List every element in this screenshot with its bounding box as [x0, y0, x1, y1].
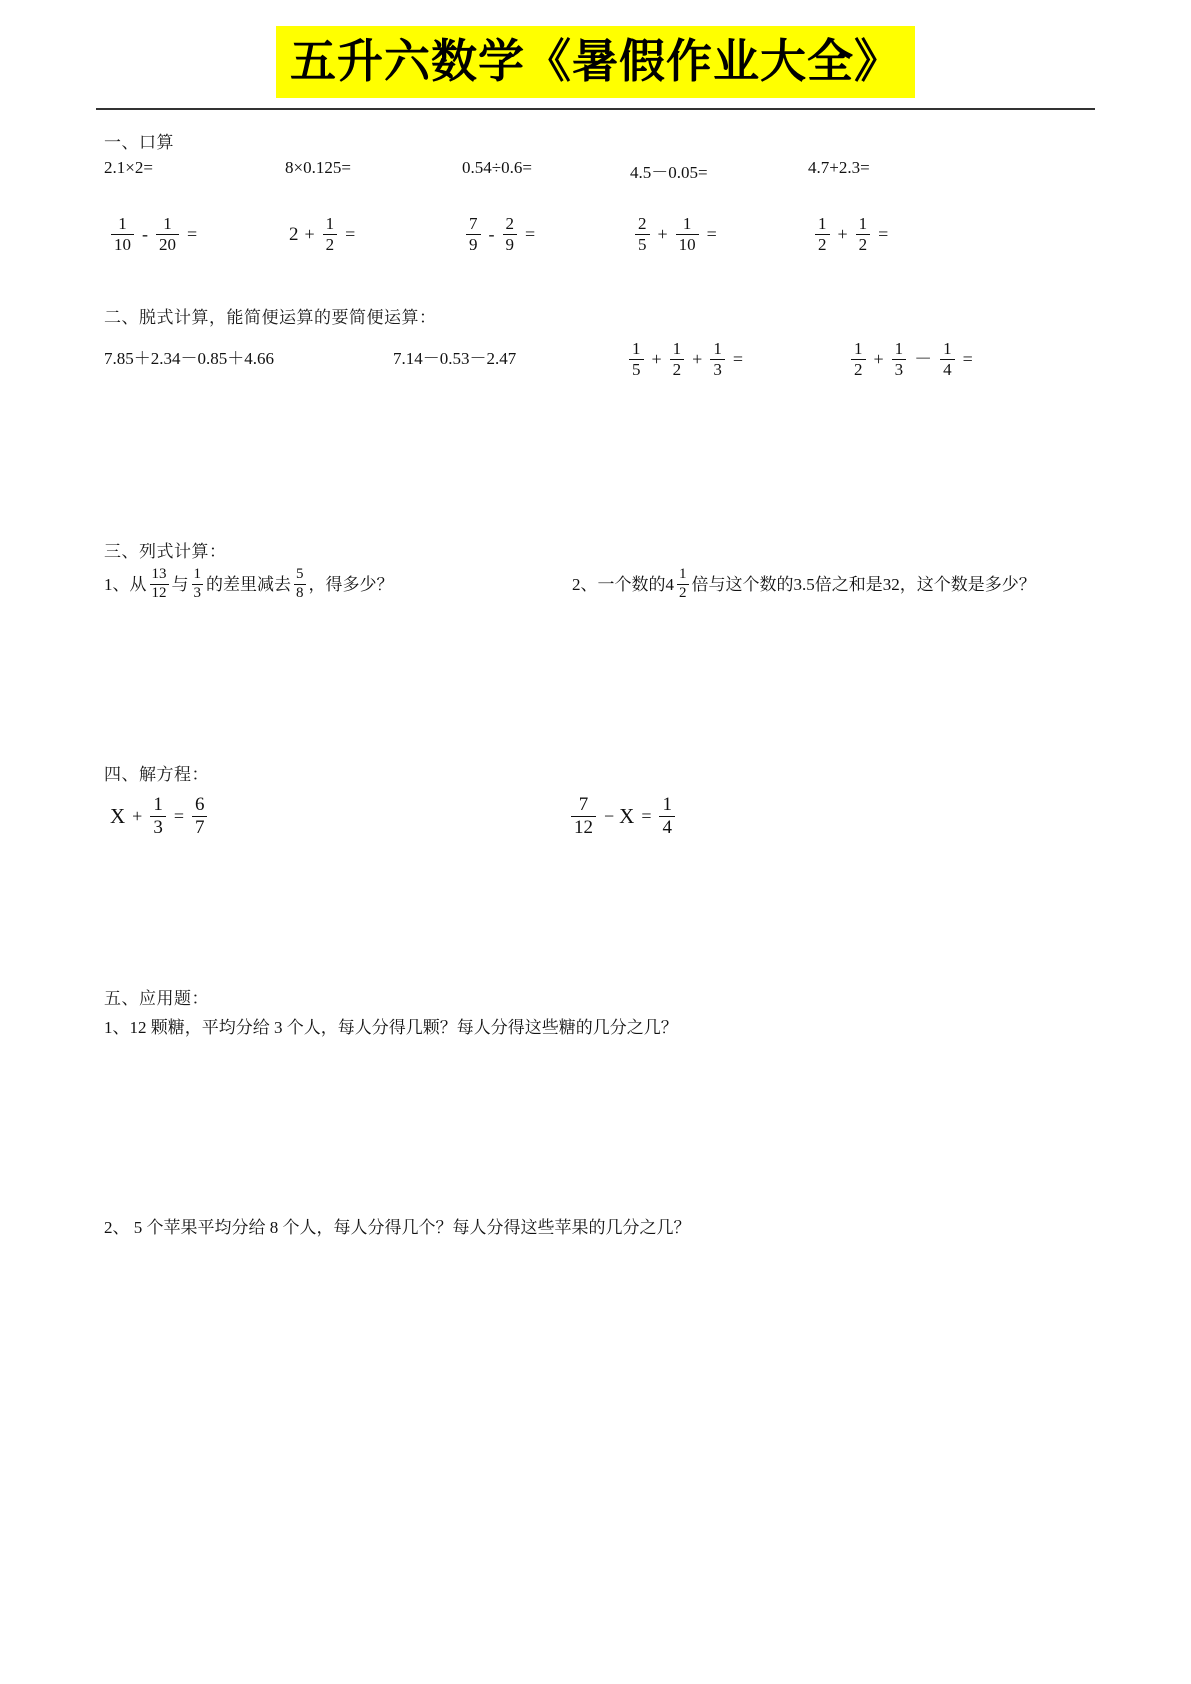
page-title: 五升六数学《暑假作业大全》	[276, 26, 915, 98]
s1-q2: 8×0.125=	[285, 158, 351, 177]
s1-q7	[288, 215, 360, 254]
fraction: $\frac{1}{3}$	[193, 566, 201, 601]
s4-equation-1	[110, 795, 210, 838]
s2-item-3	[626, 340, 748, 379]
equals: =	[878, 224, 889, 245]
fraction: $\frac{1}{2}$	[851, 340, 866, 379]
fraction: $\frac{7}{12}$	[571, 795, 596, 838]
fraction: $\frac{1}{2}$	[670, 340, 685, 379]
s3-q2-lead: 2、一个数的4	[572, 575, 674, 595]
fraction: $\frac{1}{4}$	[659, 795, 675, 838]
operator: +	[132, 806, 143, 827]
s1-q10	[812, 215, 893, 254]
operator: -	[488, 224, 495, 245]
s3-q2-tail: 倍与这个数的3.5倍之和是32，这个数是多少？	[691, 575, 1036, 595]
s3-q1-lead: 1、从	[104, 575, 147, 595]
s5-question-1: 1、12 颗糖，平均分给 3 个人，每人分得几颗？每人分得这些糖的几分之几？	[104, 1018, 678, 1037]
s2-item-2: 7.14－0.53－2.47	[393, 349, 517, 368]
title-block	[0, 0, 1191, 98]
operator: +	[651, 349, 662, 370]
whole-number: 2	[289, 223, 299, 245]
fraction: $\frac{2}{5}$	[635, 215, 650, 254]
equals: =	[706, 224, 717, 245]
section-heading-5: 五、应用题：	[104, 989, 209, 1009]
operator: +	[692, 349, 703, 370]
s1-q4: 4.5－0.05=	[630, 163, 708, 182]
equals: =	[525, 224, 536, 245]
fraction: $\frac{6}{7}$	[192, 795, 208, 838]
s3-q1-mid-2: 的差里减去	[206, 575, 291, 595]
s1-q8	[463, 215, 540, 254]
fraction: $\frac{7}{9}$	[466, 215, 481, 254]
variable-x: X	[110, 803, 126, 828]
s2-item-1: 7.85＋2.34－0.85＋4.66	[104, 349, 274, 368]
title-divider	[96, 108, 1095, 110]
operator: +	[837, 224, 848, 245]
fraction: $\frac{1}{3}$	[892, 340, 907, 379]
fraction: $\frac{1}{3}$	[150, 795, 166, 838]
equals: =	[732, 349, 743, 370]
fraction: $\frac{1}{20}$	[156, 215, 179, 254]
s1-q9	[632, 215, 722, 254]
s2-item-4	[848, 340, 978, 379]
equals: =	[173, 806, 184, 827]
s5-question-2: 2、 5 个苹果平均分给 8 个人，每人分得几个？每人分得这些苹果的几分之几？	[104, 1218, 691, 1237]
s1-q1: 2.1×2=	[104, 158, 153, 177]
s1-q5: 4.7+2.3=	[808, 158, 870, 177]
section-heading-4: 四、解方程：	[104, 765, 209, 785]
fraction: $\frac{1}{10}$	[111, 215, 134, 254]
fraction: $\frac{1}{10}$	[676, 215, 699, 254]
operator: －	[914, 349, 933, 370]
s3-question-1	[104, 568, 394, 603]
fraction: $\frac{1}{5}$	[629, 340, 644, 379]
s3-q1-mid-1: 与	[171, 575, 189, 595]
fraction: $\frac{1}{2}$	[856, 215, 871, 254]
equals: =	[345, 224, 356, 245]
fraction: $\frac{1}{2}$	[815, 215, 830, 254]
section-heading-3: 三、列式计算：	[104, 542, 227, 562]
equals: =	[641, 806, 652, 827]
fraction: $\frac{1}{2}$	[679, 566, 687, 601]
section-heading-1: 一、口算	[104, 133, 174, 153]
fraction: $\frac{1}{4}$	[940, 340, 955, 379]
s3-question-2	[572, 568, 1036, 603]
fraction: $\frac{5}{8}$	[296, 566, 304, 601]
section-heading-2: 二、脱式计算，能简便运算的要简便运算：	[104, 308, 437, 328]
fraction: $\frac{2}{9}$	[503, 215, 518, 254]
operator: +	[873, 349, 884, 370]
operator: +	[304, 224, 315, 245]
operator: +	[657, 224, 668, 245]
fraction: $\frac{13}{12}$	[151, 566, 167, 601]
equals: =	[962, 349, 973, 370]
s1-q6	[108, 215, 202, 254]
s3-q1-tail: ，得多少？	[308, 575, 394, 595]
fraction: $\frac{1}{2}$	[323, 215, 338, 254]
s4-equation-2	[568, 795, 678, 838]
variable-x: X	[619, 803, 635, 828]
operator: -	[142, 224, 148, 245]
s1-q3: 0.54÷0.6=	[462, 158, 532, 177]
equals: =	[187, 224, 198, 245]
operator: −	[604, 806, 615, 827]
fraction: $\frac{1}{3}$	[710, 340, 725, 379]
